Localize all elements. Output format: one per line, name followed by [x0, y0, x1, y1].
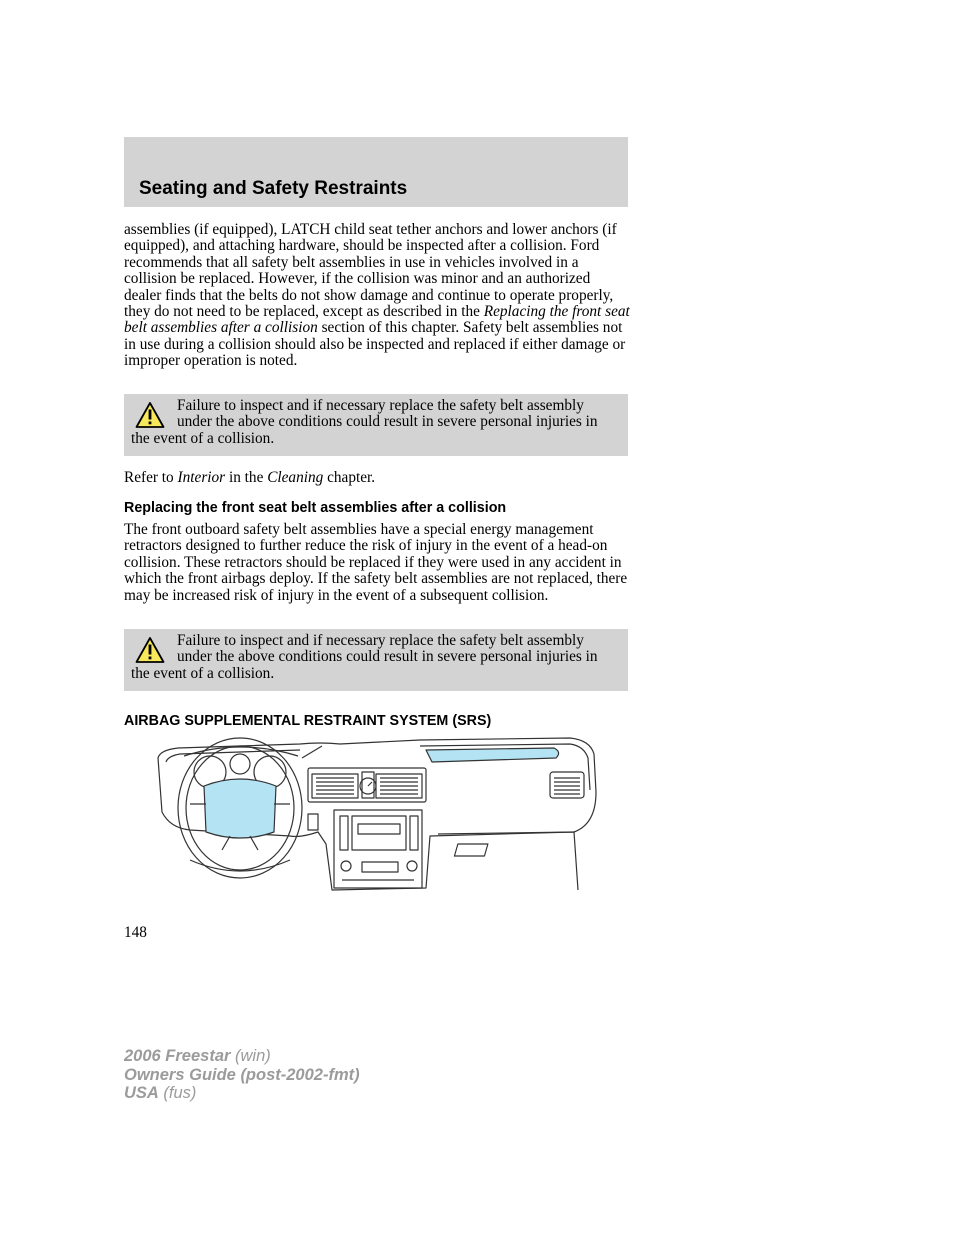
intro-text: assemblies (if equipped), LATCH child seat tether anchors and lower anchors (if equipped), and attaching hardware, should be inspected after a collision. Ford recommends that all safety belt assemblies in use in vehicles involved in a collision be replaced. However, if the collision was minor and an authorized dealer finds that the belts do not show damage and continue to operate properly, they do not need to be replaced, except as described in the	[124, 221, 617, 321]
section-heading-replacing: Replacing the front seat belt assemblies after a collision	[124, 500, 507, 516]
refer-interior: Interior	[177, 469, 226, 486]
refer-prefix: Refer to	[124, 469, 178, 486]
page-number: 148	[124, 924, 147, 941]
warning-triangle-icon	[135, 636, 165, 664]
replacing-paragraph: The front outboard safety belt assemblies have a special energy management retractors designed to further reduce the risk of injury in the event of a head-on collision. These retractors should be replaced if they were used in any accident in which the front airbags deploy. If the safety belt assemblies are not replaced, there may be increased risk of injury in the event of a subsequent collision.	[124, 521, 628, 604]
refer-cleaning: Cleaning	[267, 469, 324, 486]
warning-text-2: Failure to inspect and if necessary replace the safety belt assembly under the above conditions could result in severe personal injuries in the event of a collision.	[131, 632, 598, 682]
chapter-title: Seating and Safety Restraints	[139, 178, 408, 199]
chapter-header-band	[124, 137, 628, 207]
refer-line	[124, 470, 630, 486]
section-reference: Replacing the front seat belt assemblies after a collision	[124, 303, 630, 337]
warning-box-2	[124, 629, 628, 691]
document-footer	[124, 1047, 360, 1103]
warning-text-1: Failure to inspect and if necessary replace the safety belt assembly under the above conditions could result in severe personal injuries in the event of a collision.	[131, 397, 598, 447]
warning-box-1	[124, 394, 628, 456]
footer-market: USA	[124, 1084, 159, 1102]
footer-model: 2006 Freestar	[124, 1047, 231, 1065]
refer-suffix: chapter.	[323, 469, 376, 486]
footer-market-code: (fus)	[158, 1084, 197, 1102]
refer-middle: in the	[225, 469, 268, 486]
section-heading-airbag: AIRBAG SUPPLEMENTAL RESTRAINT SYSTEM (SRS)	[124, 713, 492, 729]
intro-text-cont: section of this chapter. Safety belt assemblies not in use during a collision should also be inspected and replaced if either damage or improper operation is noted.	[124, 319, 626, 370]
footer-guide: Owners Guide (post-2002-fmt)	[124, 1065, 360, 1084]
dashboard-airbag-illustration	[150, 732, 602, 894]
intro-paragraph	[124, 222, 630, 370]
footer-model-code: (win)	[230, 1047, 271, 1065]
warning-triangle-icon	[135, 401, 165, 429]
